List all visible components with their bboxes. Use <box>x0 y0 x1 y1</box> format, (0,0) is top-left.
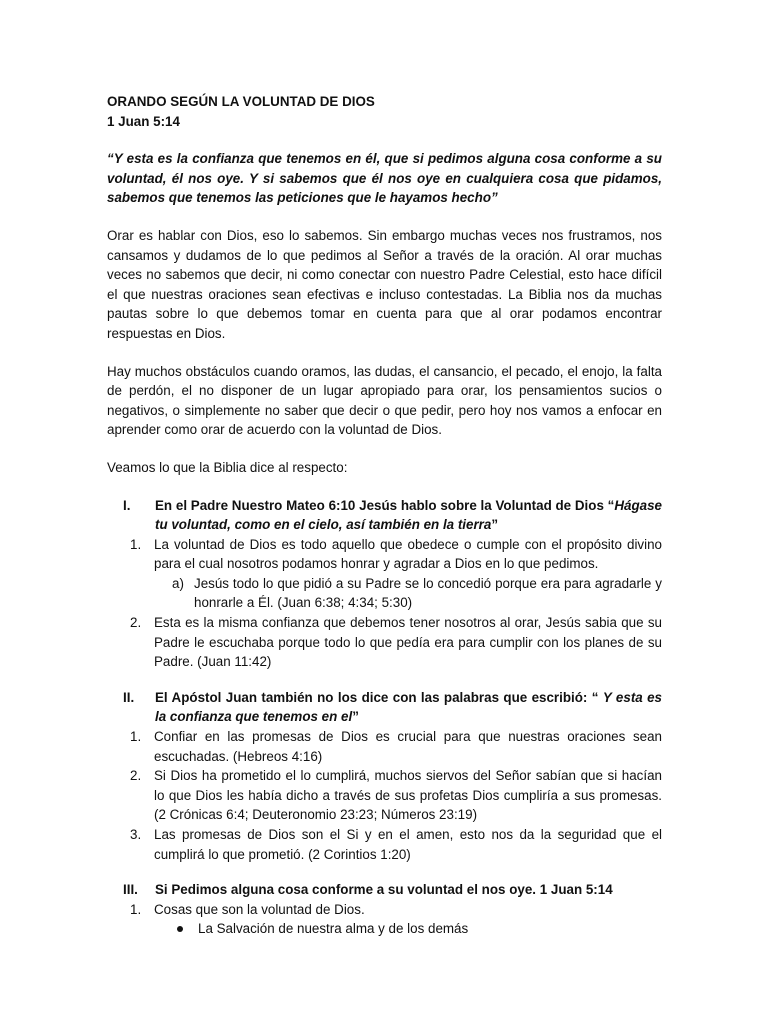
section-number: I. <box>123 497 131 513</box>
section-heading-end: ” <box>491 517 499 533</box>
sub-list-item-text: Jesús todo lo que pidió a su Padre se lo concedió porque era para agradarle y honrarle a Él. (Juan 6:38; 4:34; 5:30) <box>194 575 662 611</box>
section-heading-text: El Apóstol Juan también no los dice con las palabras que escribió: “ <box>155 689 603 705</box>
bullet-item <box>107 919 662 939</box>
list-item-text: Esta es la misma confianza que debemos tener nosotros al orar, Jesús sabia que su Padre le escuchaba porque todo lo que pedía era para cumplir con los planes de su Padre. (Juan 11:42) <box>154 615 662 670</box>
list-item <box>107 535 662 574</box>
paragraph-intro-prayer: Orar es hablar con Dios, eso lo sabemos. Sin embargo muchas veces nos frustramos, nos cansamos y dudamos de lo que pedimos al Señor a través de la oración. Al orar muchas veces no sabemos que decir, ni como conectar con nuestro Padre Celestial, esto hace difícil el que nuestras oraciones sean efectivas e incluso contestadas. La Biblia nos da muchas pautas sobre lo que debemos tomar en cuenta para que al orar podamos encontrar respuestas en Dios. <box>107 227 662 341</box>
list-item <box>107 825 662 864</box>
section-1 <box>107 496 662 535</box>
section-number: III. <box>123 882 138 898</box>
sub-list-item-letter: a) <box>172 575 184 591</box>
section-heading-end: ” <box>352 709 359 725</box>
sub-list-item <box>107 574 662 613</box>
list-item-text: Las promesas de Dios son el Si y en el amen, esto nos da la seguridad que el cumplirá lo que prometió. (2 Corintios 1:20) <box>154 827 662 862</box>
section-heading-text: En el Padre Nuestro Mateo 6:10 Jesús hablo sobre la Voluntad de Dios “ <box>155 497 615 513</box>
section-heading-quote: Y esta es la confianza que tenemos en el <box>155 689 663 725</box>
paragraph-lead-in: Veamos lo que la Biblia dice al respecto: <box>107 459 348 475</box>
scripture-quote: “Y esta es la confianza que tenemos en él, que si pedimos alguna cosa conforme a su voluntad, él nos oye. Y si sabemos que él nos oye en cualquiera cosa que pidamos, sabemos que tenemos las peticiones que le hayamos hecho” <box>107 151 662 206</box>
list-item-text: Si Dios ha prometido el lo cumplirá, muchos siervos del Señor sabían que si hacían lo que Dios les había dicho a través de sus profetas Dios cumpliría a sus promesas. (2 Crónicas 6:4; Deuteronomio 23:23; Números 23:19) <box>154 768 662 823</box>
list-item-text: La voluntad de Dios es todo aquello que obedece o cumple con el propósito divino para el cual nosotros podamos honrar y agradar a Dios en lo que pedimos. <box>154 536 662 572</box>
section-3 <box>107 880 662 900</box>
bullet-item-text: La Salvación de nuestra alma y de los demás <box>198 921 469 937</box>
section-heading <box>155 496 662 535</box>
section-number: II. <box>123 689 135 705</box>
scripture-reference: 1 Juan 5:14 <box>107 113 180 129</box>
section-heading-quote: Hágase tu voluntad, como en el cielo, así también en la tierra <box>155 497 662 533</box>
list-item-text: Confiar en las promesas de Dios es crucial para que nuestras oraciones sean escuchadas. (Hebreos 4:16) <box>154 729 662 764</box>
paragraph-obstacles: Hay muchos obstáculos cuando oramos, las dudas, el cansancio, el pecado, el enojo, la falta de perdón, el no disponer de un lugar apropiado para orar, los pensamientos sucios o negativos, o simplemente no saber que decir o que pedir, pero hoy nos vamos a enfocar en aprender como orar de acuerdo con la voluntad de Dios. <box>107 363 662 438</box>
document-title: ORANDO SEGÚN LA VOLUNTAD DE DIOS <box>107 94 375 109</box>
list-item <box>107 727 662 766</box>
list-item <box>107 613 662 672</box>
list-item-number: 1. <box>130 536 142 552</box>
list-item-number: 1. <box>130 901 142 917</box>
list-item-text: Cosas que son la voluntad de Dios. <box>154 901 365 917</box>
section-heading <box>155 688 662 727</box>
list-item-number: 1. <box>130 729 142 745</box>
list-item <box>107 900 662 920</box>
list-item-number: 2. <box>130 768 142 784</box>
list-item-number: 3. <box>130 827 142 842</box>
section-2 <box>107 688 662 727</box>
list-item <box>107 766 662 825</box>
bullet-icon <box>177 926 183 932</box>
list-item-number: 2. <box>130 615 142 631</box>
section-heading: Si Pedimos alguna cosa conforme a su voluntad el nos oye. 1 Juan 5:14 <box>155 882 613 898</box>
document-body <box>107 92 662 939</box>
